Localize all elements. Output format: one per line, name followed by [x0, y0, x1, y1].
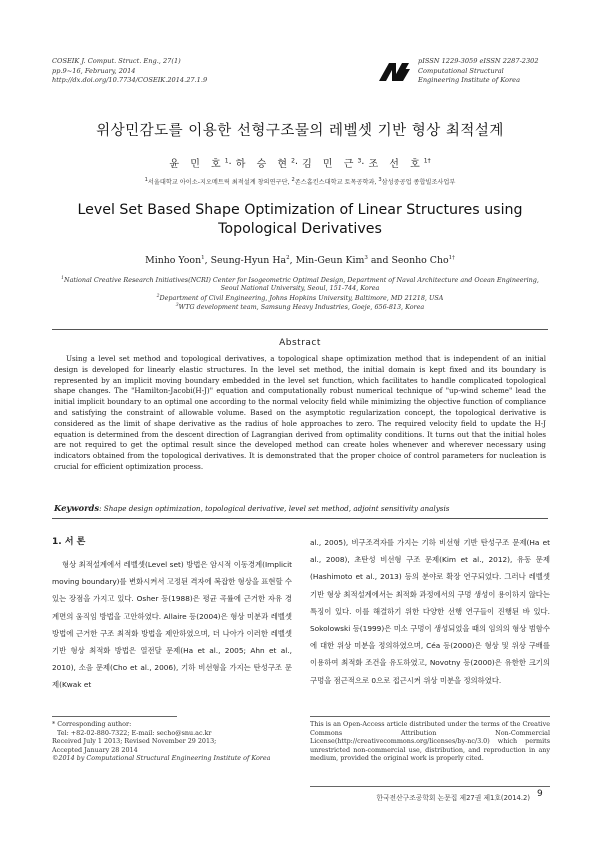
section-1-paragraph-right: al., 2005), 비구조격자를 가지는 기하 비선형 기반 탄성구조 문제(Ha et al., 2008), 초탄성 비선형 구조 문제(Kim et al., 2012), 유동 문제(Hashimoto et al., 2013) 등의 분야로 확장 연구되었다. 그러나 레벨셋 기반 형상 최적설계에서는 최적화 과정에서의 구멍 생성이 용이하지 않다는 특징이 있다. 이를 해결하기 위한 다양한 선행 연구들이 진행된 바 있다. Sokolowski 등(1999)은 미소 구멍이 생성되었을 때의 임의의 형상 범함수에 대한 위상 미분을 정의하였으며, Céa 등(2000)은 형상 및 위상 구배를 이용하여 최적화 조건을 유도하였고, Novotny 등(2000)은 유한한 크기의 구멍을 점근적으로 0으로 접근시켜 위상 미분을 정의하였다.: [310, 538, 550, 685]
author-en-1-sup: 1: [201, 255, 205, 261]
aff-en-2-sup: 2: [156, 293, 160, 299]
footer-rule: [310, 786, 550, 787]
section-1-paragraph-left: 형상 최적설계에서 레벨셋(Level set) 방법은 암시적 이동경계(Implicit moving boundary)를 변화시켜서 고정된 격자에 복잡한 형상을 표현할 수 있는 장점을 가지고 있다. Osher 등(1988)은 평균 곡률에 근거한 자유 경계면의 움직임 방법을 고안하였다. Allaire 등(2004)은 형상 미분과 레벨셋 방법에 근거한 구조 최적화 방법을 제안하였으며, 더 나아가 이러한 레벨셋 기반 형상 최적화 방법은 열전달 문제(Ha et al., 2005; Ahn et al., 2010), 소음 문제(Cho et al., 2006), 기하 비선형을 가지는 탄성구조 문제(Kwak et: [52, 560, 292, 690]
keywords: [54, 503, 546, 513]
author-kr-3: 김 민 근: [302, 159, 358, 170]
keywords-bottom-rule: [52, 518, 548, 519]
author-en-4: Seonho Cho: [391, 255, 449, 267]
footnote-rule-right: [310, 716, 550, 717]
title-english-line-2: Topological Derivatives: [218, 221, 382, 237]
contact-info: Tel: +82-02-880-7322; E-mail: secho@snu.ac.kr: [57, 728, 212, 737]
publisher-line-1: Computational Structural: [418, 66, 504, 75]
authors-korean: [0, 155, 600, 170]
journal-issn: [418, 57, 539, 86]
title-english-line-1: Level Set Based Shape Optimization of Linear Structures using: [77, 202, 523, 218]
journal-logo-icon: [377, 61, 411, 83]
affiliations-korean: [0, 177, 600, 186]
author-en-1: Minho Yoon: [145, 255, 202, 267]
footnote-correspondence: [52, 720, 302, 763]
aff-kr-1-sup: 1: [144, 177, 148, 183]
aff-kr-2-sup: 2: [291, 177, 295, 183]
aff-en-3-sup: 3: [175, 302, 179, 308]
author-kr-3-sup: 3: [357, 157, 362, 165]
section-1-title: 1. 서 론: [52, 537, 86, 547]
aff-kr-3-sup: 3: [378, 177, 382, 183]
author-separator: ·: [361, 159, 369, 170]
aff-en-1: [52, 275, 548, 293]
author-kr-4-sup: 1†: [423, 157, 431, 165]
page-number: 9: [537, 789, 543, 799]
body-column-right: [310, 534, 550, 689]
aff-en-1-sup: 1: [61, 276, 64, 281]
issn-line: pISSN 1229-3059 eISSN 2287-2302: [418, 57, 539, 65]
footer-journal: 한국전산구조공학회 논문집 제27권 제1호(2014.2): [376, 794, 530, 802]
received-date: Received July 1 2013; Revised November 29 2013;: [52, 737, 217, 746]
publisher-line-2: Engineering Institute of Korea: [418, 76, 521, 84]
authors-english: Minho Yoon$^1$, Seung-Hyun Ha$^2$, Min-Geun Kim$^3$ and Seonho Cho$^{1\dagger}$: [145, 255, 455, 267]
author-kr-4: 조 선 호: [368, 159, 424, 170]
journal-citation: [52, 57, 207, 86]
open-access-notice: This is an Open-Access article distributed under the terms of the Creative Commons Attribution Non-Commercial License(http://creativecommons.org/licenses/by-nc/3.0) which permits unrestricted non-commercial use, distribution, and reproduction in any medium, provided the original work is properly cited.: [310, 720, 550, 763]
author-en-4-sup: 1†: [448, 255, 455, 261]
keywords-list: : Shape design optimization, topological derivative, level set method, adjoint sensitivity analysis: [99, 504, 450, 513]
keywords-label: Keywords: [54, 503, 100, 513]
author-kr-1: 윤 민 호: [169, 159, 225, 170]
journal-pages: pp.9~16, February, 2014: [52, 66, 136, 75]
aff-kr-2: 존스홉킨스대학교 토목공학과,: [294, 179, 379, 187]
title-english: [0, 201, 600, 239]
aff-kr-1: 서울대학교 아이소-지오메트릭 최적설계 창의연구단,: [147, 179, 292, 187]
corresponding-author: * Corresponding author:: [52, 720, 132, 728]
body-column-left: [52, 534, 292, 694]
author-separator: ·: [228, 159, 236, 170]
author-kr-2-sup: 2: [291, 157, 295, 165]
author-en-2-sup: 2: [286, 255, 290, 261]
aff-en-2-text: Department of Civil Engineering, Johns Hopkins University, Baltimore, MD 21218, USA: [159, 293, 444, 302]
aff-en-3-text: WTG development team, Samsung Heavy Industries, Goeje, 656-813, Korea: [178, 302, 425, 311]
author-kr-2: 하 승 현: [235, 159, 292, 170]
journal-doi[interactable]: http://dx.doi.org/10.7734/COSEIK.2014.27.1.9: [52, 76, 208, 84]
aff-en-1-text: National Creative Research Initiatives(NCRI) Center for Isogeometric Optimal Design, Department of Naval Architecture and Ocean Engineering, Seoul National University, Seoul, 151-744, Korea: [64, 276, 539, 293]
abstract-text: Using a level set method and topological derivatives, a topological shape optimization method that is independent of an initial design is developed for linearly elastic structures. In the level set method, the initial domain is kept fixed and its boundary is represented by an implicit moving boundary embedded in the level set function, which facilitates to handle complicated topological shape changes. The "Hamilton-Jacobi(H-J)" equation and computationally robust numerical technique of "up-wind scheme" lead the initial implicit boundary to an optimal one according to the normal velocity field while minimizing the objective function of compliance and satisfying the constraint of allowable volume. Based on the asymptotic regularization concept, the topological derivative is considered as the limit of shape derivative as the radius of hole approaches to zero. The required velocity field to update the H-J equation is determined from the descent direction of Lagrangian derived from optimality conditions. It turns out that the initial holes are not required to get the optimal result since the developed method can create holes whenever and wherever necessary using indicators obtained from the topological derivatives. It is demonstrated that the proper choice of control parameters for nucleation is crucial for efficient optimization process.: [54, 354, 546, 471]
aff-en-2: [52, 293, 548, 302]
copyright: ©2014 by Computational Structural Engineering Institute of Korea: [52, 754, 271, 763]
author-separator: ·: [294, 159, 303, 170]
journal-name: COSEIK J. Comput. Struct. Eng., 27(1): [52, 57, 181, 65]
accepted-date: Accepted January 28 2014: [52, 745, 138, 754]
aff-en-3: [52, 302, 548, 311]
author-kr-1-sup: 1: [224, 157, 229, 165]
author-en-3-sup: 3: [364, 255, 368, 261]
author-en-2: Seung-Hyun Ha: [210, 255, 287, 267]
abstract-top-rule: [52, 329, 548, 330]
abstract-heading: Abstract: [279, 338, 321, 348]
affiliations-english: [52, 275, 548, 311]
footnote-rule-left: [52, 716, 177, 717]
title-korean: 위상민감도를 이용한 선형구조물의 레벨셋 기반 형상 최적설계: [96, 123, 504, 139]
aff-kr-3: 삼성중공업 종합빌조사업부: [381, 179, 456, 187]
author-en-3: Min-Geun Kim: [295, 255, 365, 267]
